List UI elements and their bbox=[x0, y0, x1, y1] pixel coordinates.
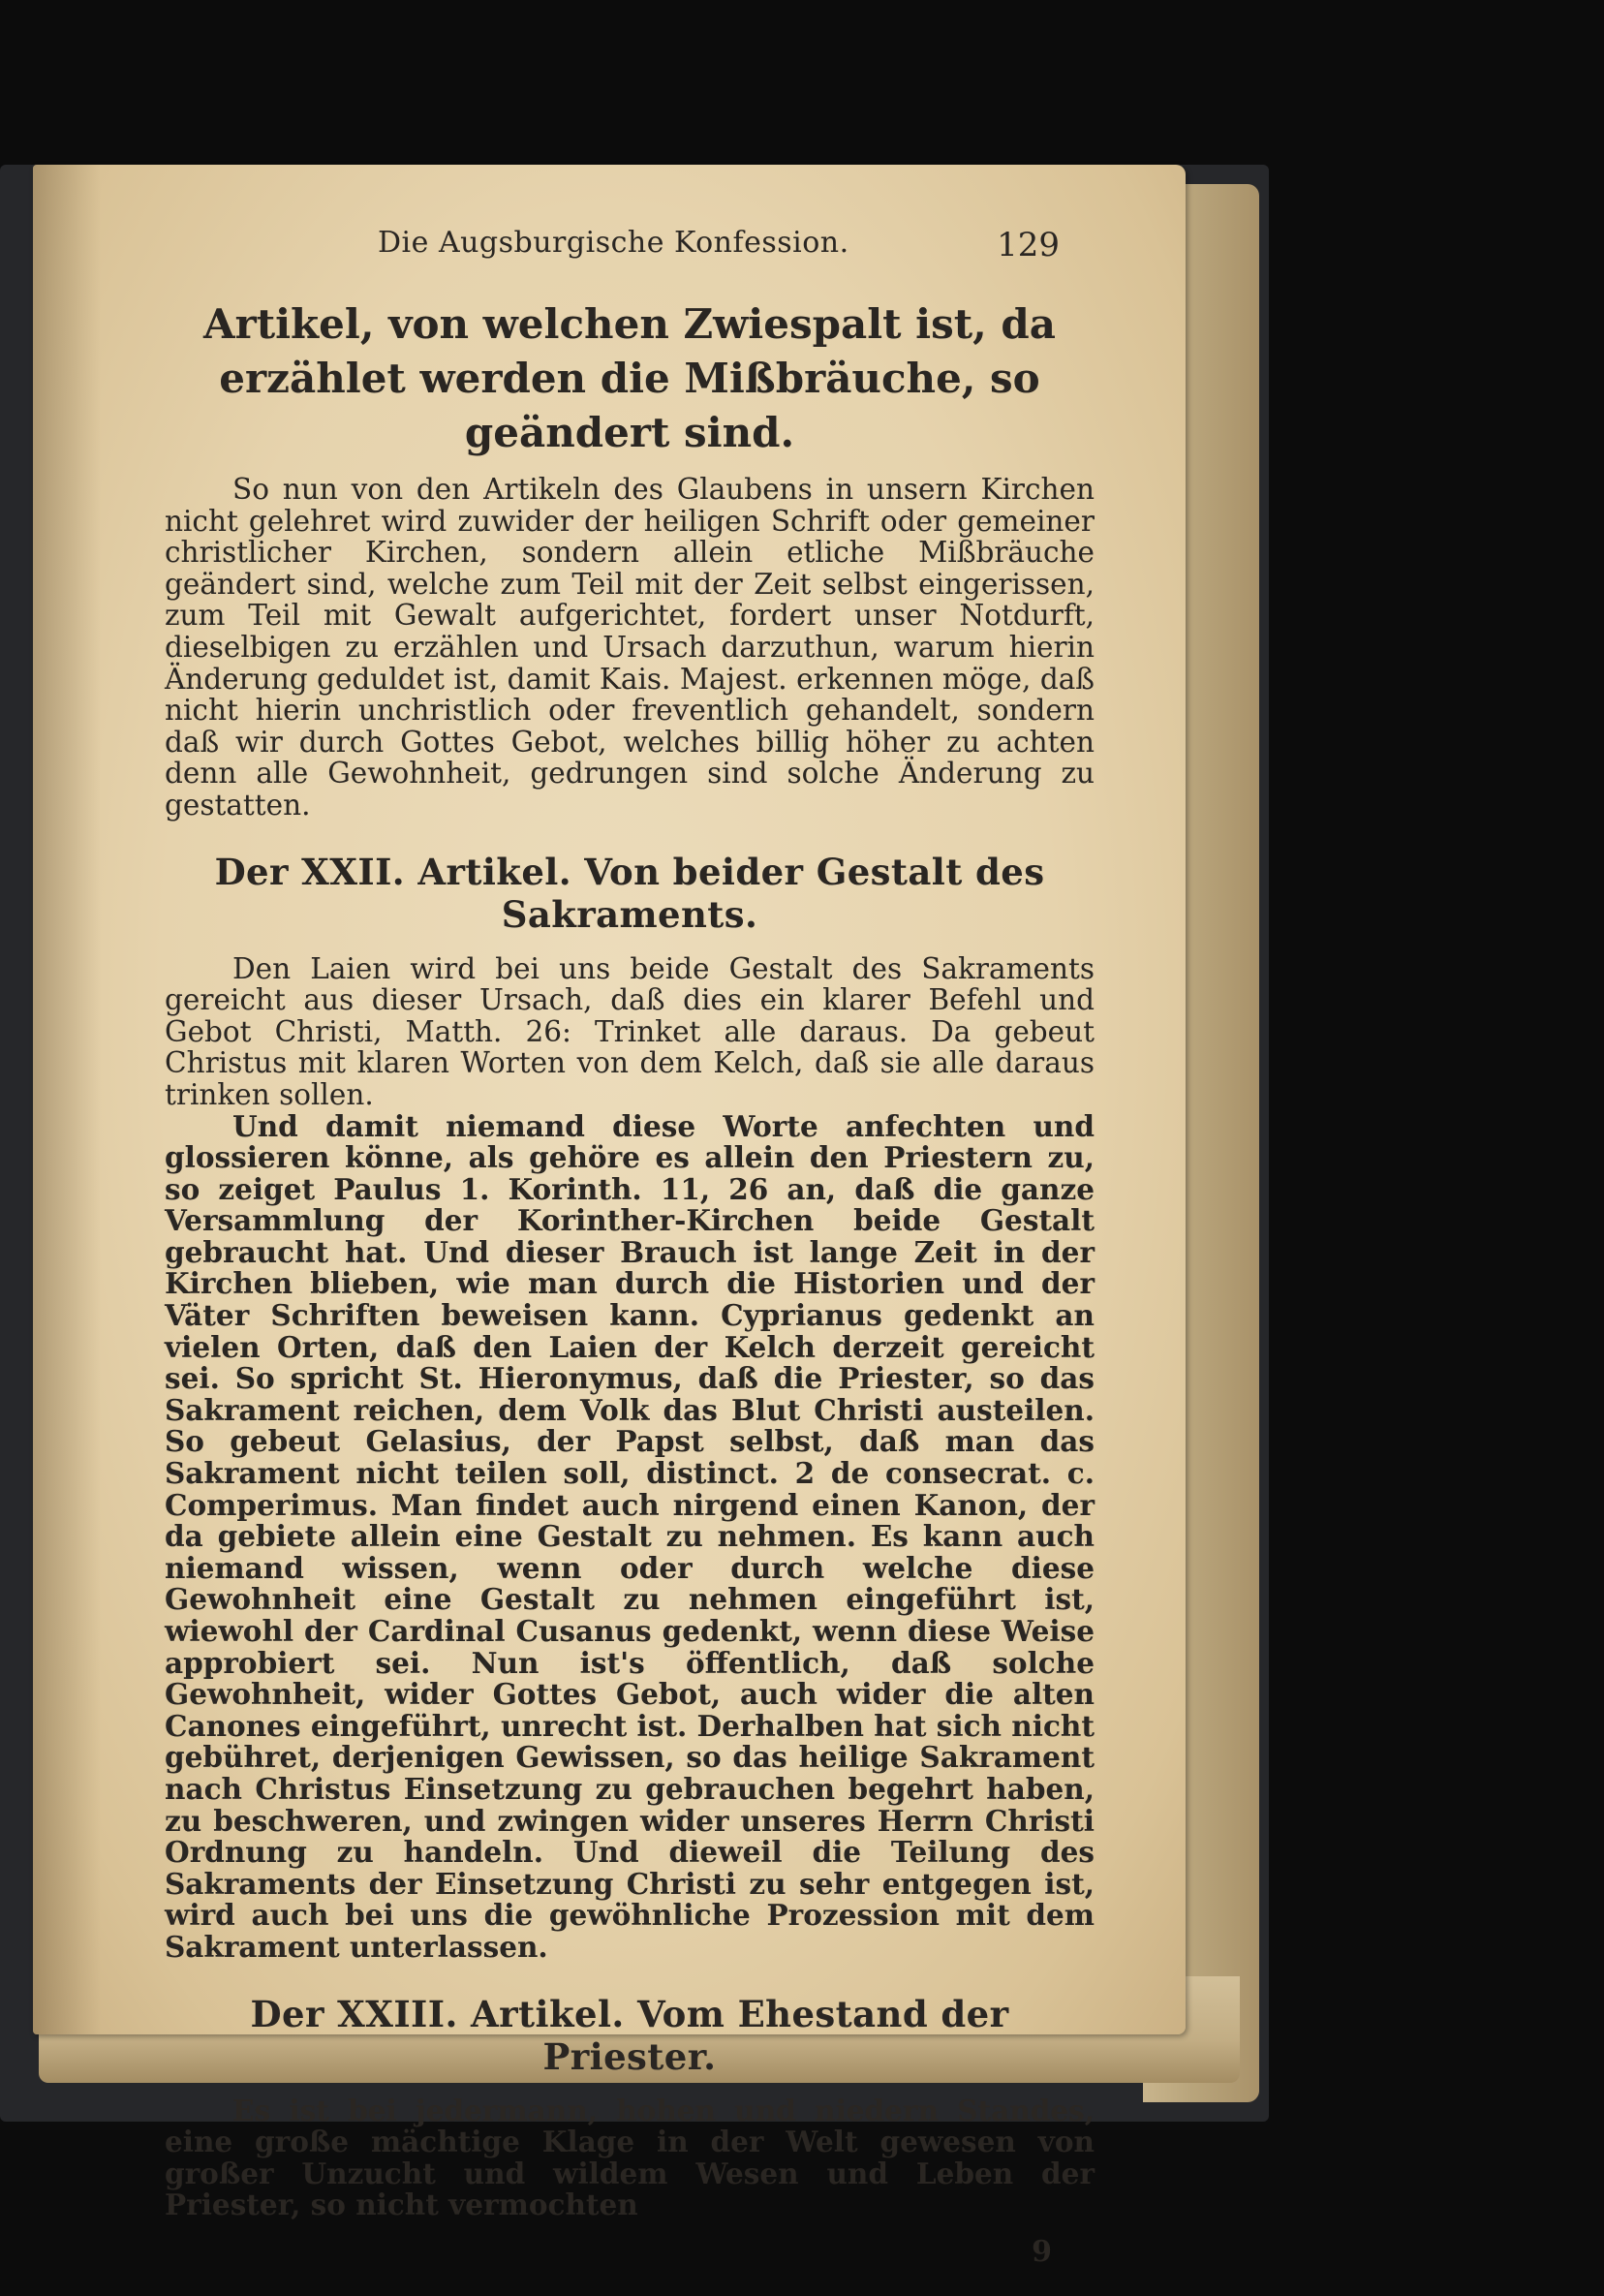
article-22-paragraph-1: Den Laien wird bei uns beide Gestalt des Sakraments gereicht aus dieser Ursach, daß dies ein klarer Befehl und Gebot Christi, Matth. 26: Trinket alle daraus. Da gebeut Christus mit klaren Worten von dem Kelch, daß sie alle daraus trinken sollen. bbox=[165, 951, 1095, 1111]
page-number: 129 bbox=[997, 226, 1060, 264]
article-22-heading: Der XXII. Artikel. Von beider Gestalt des Sakraments. bbox=[214, 850, 1045, 936]
running-head bbox=[165, 218, 1095, 276]
spine-shadow bbox=[33, 165, 101, 2034]
article-23-heading: Der XXIII. Artikel. Vom Ehestand der Priester. bbox=[250, 1992, 1009, 2078]
article-23-paragraph-1: Es ist bei jedermann, hohen und niedern Standes, eine große mächtige Klage in der Welt gewesen von großer Unzucht und wildem Wesen und Leben der Priester, so nicht vermochten bbox=[165, 2093, 1095, 2222]
article-heading: Artikel, von welchen Zwiespalt ist, da erzählet werden die Mißbräuche, so geändert sind. bbox=[202, 300, 1056, 456]
running-title: Die Augsburgische Konfession. bbox=[378, 226, 849, 260]
signature-mark: 9 bbox=[1032, 2234, 1052, 2269]
page-content bbox=[165, 218, 1095, 2269]
article-22-paragraph-2: Und damit niemand diese Worte anfechten und glossieren könne, als gehöre es allein den Priestern zu, so zeiget Paulus 1. Korinth. 11, 26 an, daß die ganze Versammlung der Korinther-Kirchen beide Gestalt gebraucht hat. Und dieser Brauch ist lange Zeit in der Kirchen blieben, wie man durch die Historien und der Väter Schriften beweisen kann. Cyprianus gedenkt an vielen Orten, daß den Laien der Kelch derzeit gereicht sei. So spricht St. Hieronymus, daß die Priester, so das Sakrament reichen, dem Volk das Blut Christi austeilen. So gebeut Gelasius, der Papst selbst, daß man das Sakrament nicht teilen soll, distinct. 2 de consecrat. c. Comperimus. Man findet auch nirgend einen Kanon, der da gebiete allein eine Gestalt zu nehmen. Es kann auch niemand wissen, wenn oder durch welche diese Gewohnheit eine Gestalt zu nehmen eingeführt ist, wiewohl der Cardinal Cusanus gedenkt, wenn diese Weise approbiert sei. Nun ist's öffentlich, daß solche Gewohnheit, wider Gottes Gebot, auch wider die alten Canones eingeführt, unrecht ist. Derhalben hat sich nicht gebühret, derjenigen Gewissen, so das heilige Sakrament nach Christus Einsetzung zu gebrauchen begehrt haben, zu beschweren, und zwingen wider unseres Herrn Christi Ordnung zu handeln. Und dieweil die Teilung des Sakraments der Einsetzung Christi zu sehr entgegen ist, wird auch bei uns die gewöhnliche Prozession mit dem Sakrament unterlassen. bbox=[165, 1108, 1095, 1964]
intro-paragraph: So nun von den Artikeln des Glaubens in unsern Kirchen nicht gelehret wird zuwider der heiligen Schrift oder gemeiner christlicher Kirchen, sondern allein etliche Mißbräuche geändert sind, welche zum Teil mit der Zeit selbst eingerissen, zum Teil mit Gewalt aufgerichtet, fordert unser Notdurft, dieselbigen zu erzählen und Ursach darzuthun, warum hierin Änderung geduldet ist, damit Kais. Majest. erkennen möge, daß nicht hierin unchristlich oder freventlich gehandelt, sondern daß wir durch Gottes Gebot, welches billig höher zu achten denn alle Gewohnheit, gedrungen sind solche Änderung zu gestatten. bbox=[165, 473, 1095, 822]
